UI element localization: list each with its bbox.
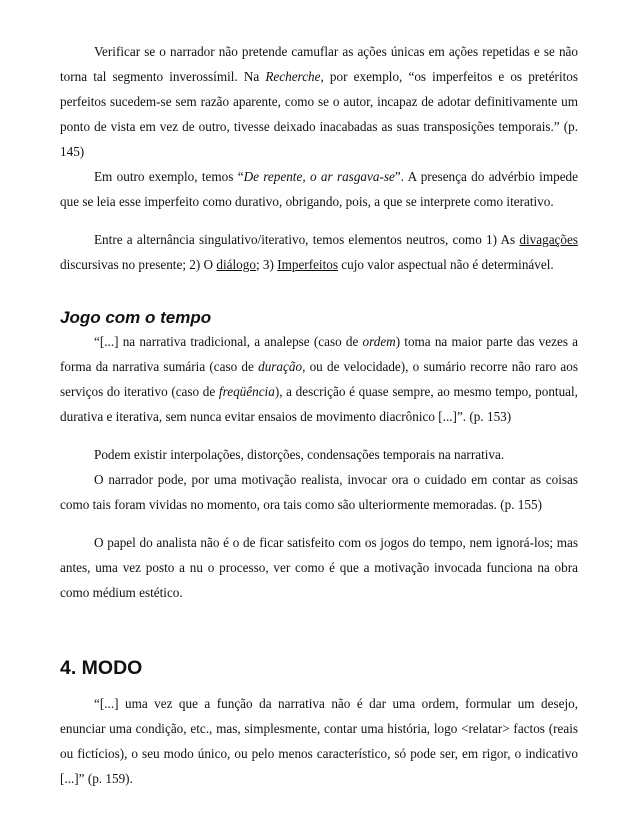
italic-ordem: ordem bbox=[362, 334, 396, 349]
text-span: , por exemplo, “os imperfeitos e os pretéritos perfeitos sucedem-se sem razão aparente, como se o autor, incapaz de adotar definitivamente um ponto de vista em vez de outro, tivesse deixado inacabadas as suas transposições temporais.” (p. 145) bbox=[60, 69, 578, 159]
paragraph-narrador: O narrador pode, por uma motivação realista, invocar ora o cuidado em contar as coisas como tais foram vividas no momento, ora tais como são ulteriormente memoradas. (p. 155) bbox=[60, 472, 578, 512]
spacer bbox=[60, 681, 578, 691]
document-page bbox=[60, 39, 578, 791]
spacer bbox=[60, 429, 578, 442]
section-heading: Jogo com o tempo bbox=[60, 308, 212, 327]
chapter-heading: 4. MODO bbox=[60, 657, 143, 679]
underlined-divagacoes: divagações bbox=[519, 232, 578, 247]
paragraph-interpolacoes: Podem existir interpolações, distorções, condensações temporais na narrativa. bbox=[94, 447, 505, 462]
paragraph-alternancia bbox=[60, 227, 578, 277]
paragraph-outro-exemplo bbox=[60, 164, 578, 214]
spacer bbox=[60, 605, 578, 655]
text-span: , ou de velocidade), o sumário recorre não raro aos serviços do iterativo (caso de bbox=[60, 359, 579, 399]
italic-frequencia: freqüência bbox=[218, 384, 275, 399]
text-span: cujo valor aspectual não é determinável. bbox=[338, 257, 554, 272]
text-span: Em outro exemplo, temos “ bbox=[94, 169, 244, 184]
italic-quote: De repente, o ar rasgava-se bbox=[243, 169, 395, 184]
spacer bbox=[60, 517, 578, 530]
text-span: ) toma na maior parte das vezes a forma da narrativa sumária (caso de bbox=[60, 334, 578, 374]
paragraph-analista: O papel do analista não é o de ficar satisfeito com os jogos do tempo, nem ignorá-los; mas antes, uma vez posto a nu o processo, ver como é que a motivação invocada funciona na obra como médium estético. bbox=[60, 535, 578, 600]
paragraph-analepse-quote bbox=[60, 329, 578, 429]
paragraph-verificar bbox=[60, 39, 578, 164]
spacer bbox=[60, 277, 578, 307]
italic-recherche: Recherche bbox=[265, 69, 321, 84]
spacer bbox=[60, 214, 578, 227]
text-span: ), a descrição é quase sempre, ao mesmo tempo, pontual, durativa e iterativa, sem nunca evitar ensaios de movimento diacrônico [...]”. (p. 153) bbox=[60, 384, 578, 424]
text-span: discursivas no presente; 2) O bbox=[60, 257, 217, 272]
text-span: “[...] na narrativa tradicional, a analepse (caso de bbox=[94, 334, 363, 349]
underlined-imperfeitos: Imperfeitos bbox=[277, 257, 338, 272]
text-span: Verificar se o narrador não pretende camuflar as ações únicas em ações repetidas e se não torna tal segmento inverossímil. Na bbox=[60, 44, 578, 84]
underlined-dialogo: diálogo bbox=[216, 257, 256, 272]
text-span: ; 3) bbox=[255, 257, 278, 272]
italic-duracao: duração bbox=[258, 359, 303, 374]
paragraph-modo-quote: “[...] uma vez que a função da narrativa não é dar uma ordem, formular um desejo, enunciar uma condição, etc., mas, simplesmente, contar uma história, logo <relatar> factos (reais ou fictícios), o seu modo único, ou pelo menos característico, só pode ser, em rigor, o indicativo [...]” (p. 159). bbox=[60, 696, 578, 786]
text-span: ”. A presença do advérbio impede que se leia esse imperfeito como durativo, obrigando, pois, a que se interprete como iterativo. bbox=[60, 169, 578, 209]
text-span: Entre a alternância singulativo/iterativo, temos elementos neutros, como 1) As bbox=[94, 232, 520, 247]
